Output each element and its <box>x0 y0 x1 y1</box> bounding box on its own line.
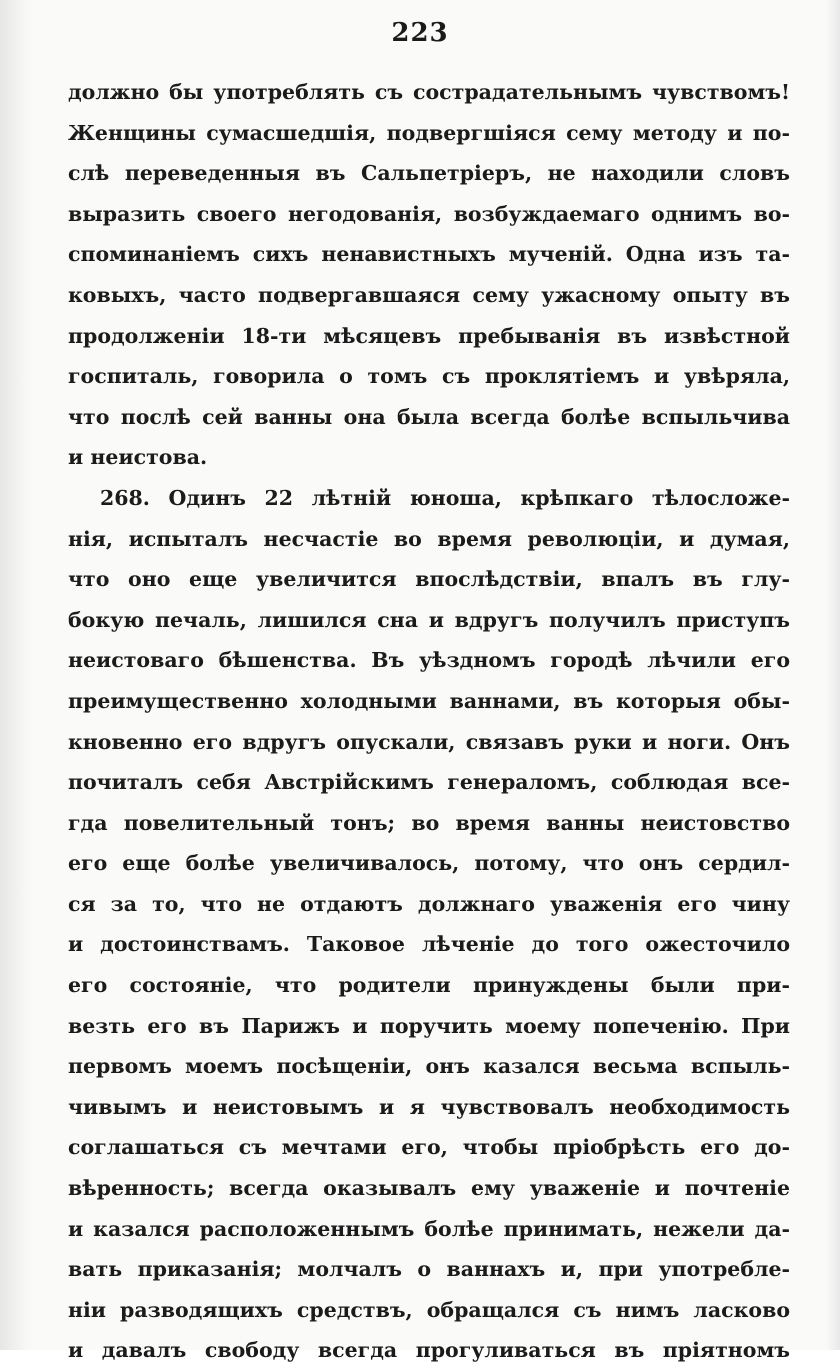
text-line: нія, испыталъ несчастіе во время революціи, и думая, <box>68 526 790 551</box>
text-line: первомъ моемъ посѣщеніи, онъ казался весьма вспыль- <box>68 1054 790 1079</box>
text-line: соглашаться съ мечтами его, чтобы пріобрѣсть его до- <box>68 1135 790 1160</box>
text-line: 268. Одинъ 22 лѣтній юноша, крѣпкаго тѣлосложе- <box>100 485 790 510</box>
text-line: гда повелительный тонъ; во время ванны неистовство <box>68 810 790 835</box>
text-line: ніи разводящихъ средствъ, обращался съ нимъ ласково <box>68 1297 790 1322</box>
text-line: Женщины сумасшедшія, подвергшіяся сему методу и по- <box>68 120 790 145</box>
text-line: его еще болѣе увеличивалось, потому, что онъ сердил- <box>68 851 790 876</box>
text-line: его состояніе, что родители принуждены были при- <box>68 973 790 998</box>
text-line: продолженіи 18-ти мѣсяцевъ пребыванія въ извѣстной <box>68 323 790 348</box>
text-line: вѣренность; всегда оказывалъ ему уваженіе и почтеніе <box>68 1176 790 1201</box>
text-line: неистоваго бѣшенства. Въ уѣздномъ городѣ лѣчили его <box>68 648 790 673</box>
body-text <box>68 72 790 1371</box>
text-line: и давалъ свободу всегда прогуливаться въ пріятномъ <box>68 1338 790 1363</box>
page-number: 223 <box>391 18 449 48</box>
text-line: преимущественно холодными ваннами, въ которыя обы- <box>68 688 790 713</box>
text-line: должно бы употреблять съ сострадательнымъ чувствомъ! <box>68 80 790 104</box>
page-edge-shadow <box>826 0 840 1350</box>
text-line: вать приказанія; молчалъ о ваннахъ и, при употребле- <box>68 1257 790 1282</box>
text-line: ся за то, что не отдаютъ должнаго уваженія его чину <box>68 891 790 916</box>
text-line: слѣ переведенныя въ Сальпетріеръ, не находили словъ <box>68 161 790 186</box>
text-line: и казался расположеннымъ болѣе принимать, нежели да- <box>68 1216 790 1241</box>
text-line: что оно еще увеличится впослѣдствіи, впалъ въ глу- <box>68 567 790 592</box>
text-line: кновенно его вдругъ опускали, связавъ руки и ноги. Онъ <box>68 729 790 754</box>
text-line: чивымъ и неистовымъ и я чувствовалъ необходимость <box>68 1094 790 1119</box>
text-line: споминаніемъ сихъ ненавистныхъ мученій. Одна изъ та- <box>68 242 790 267</box>
text-line: ковыхъ, часто подвергавшаяся сему ужасному опыту въ <box>68 282 790 307</box>
text-line: выразить своего негодованія, возбуждаемаго однимъ во- <box>68 201 790 226</box>
text-line: почиталъ себя Австрійскимъ генераломъ, соблюдая все- <box>68 770 790 795</box>
text-line: и достоинствамъ. Таковое лѣченіе до того ожесточило <box>68 932 790 957</box>
text-line: и неистова. <box>68 445 208 470</box>
page-gutter-shadow <box>0 0 34 1350</box>
text-line: что послѣ сей ванны она была всегда болѣе вспыльчива <box>68 404 790 429</box>
text-line: госпиталь, говорила о томъ съ проклятіемъ и увѣряла, <box>68 364 790 389</box>
text-line: бокую печаль, лишился сна и вдругъ получилъ приступъ <box>68 607 790 632</box>
text-line: везть его въ Парижъ и поручить моему попеченію. При <box>68 1013 790 1038</box>
